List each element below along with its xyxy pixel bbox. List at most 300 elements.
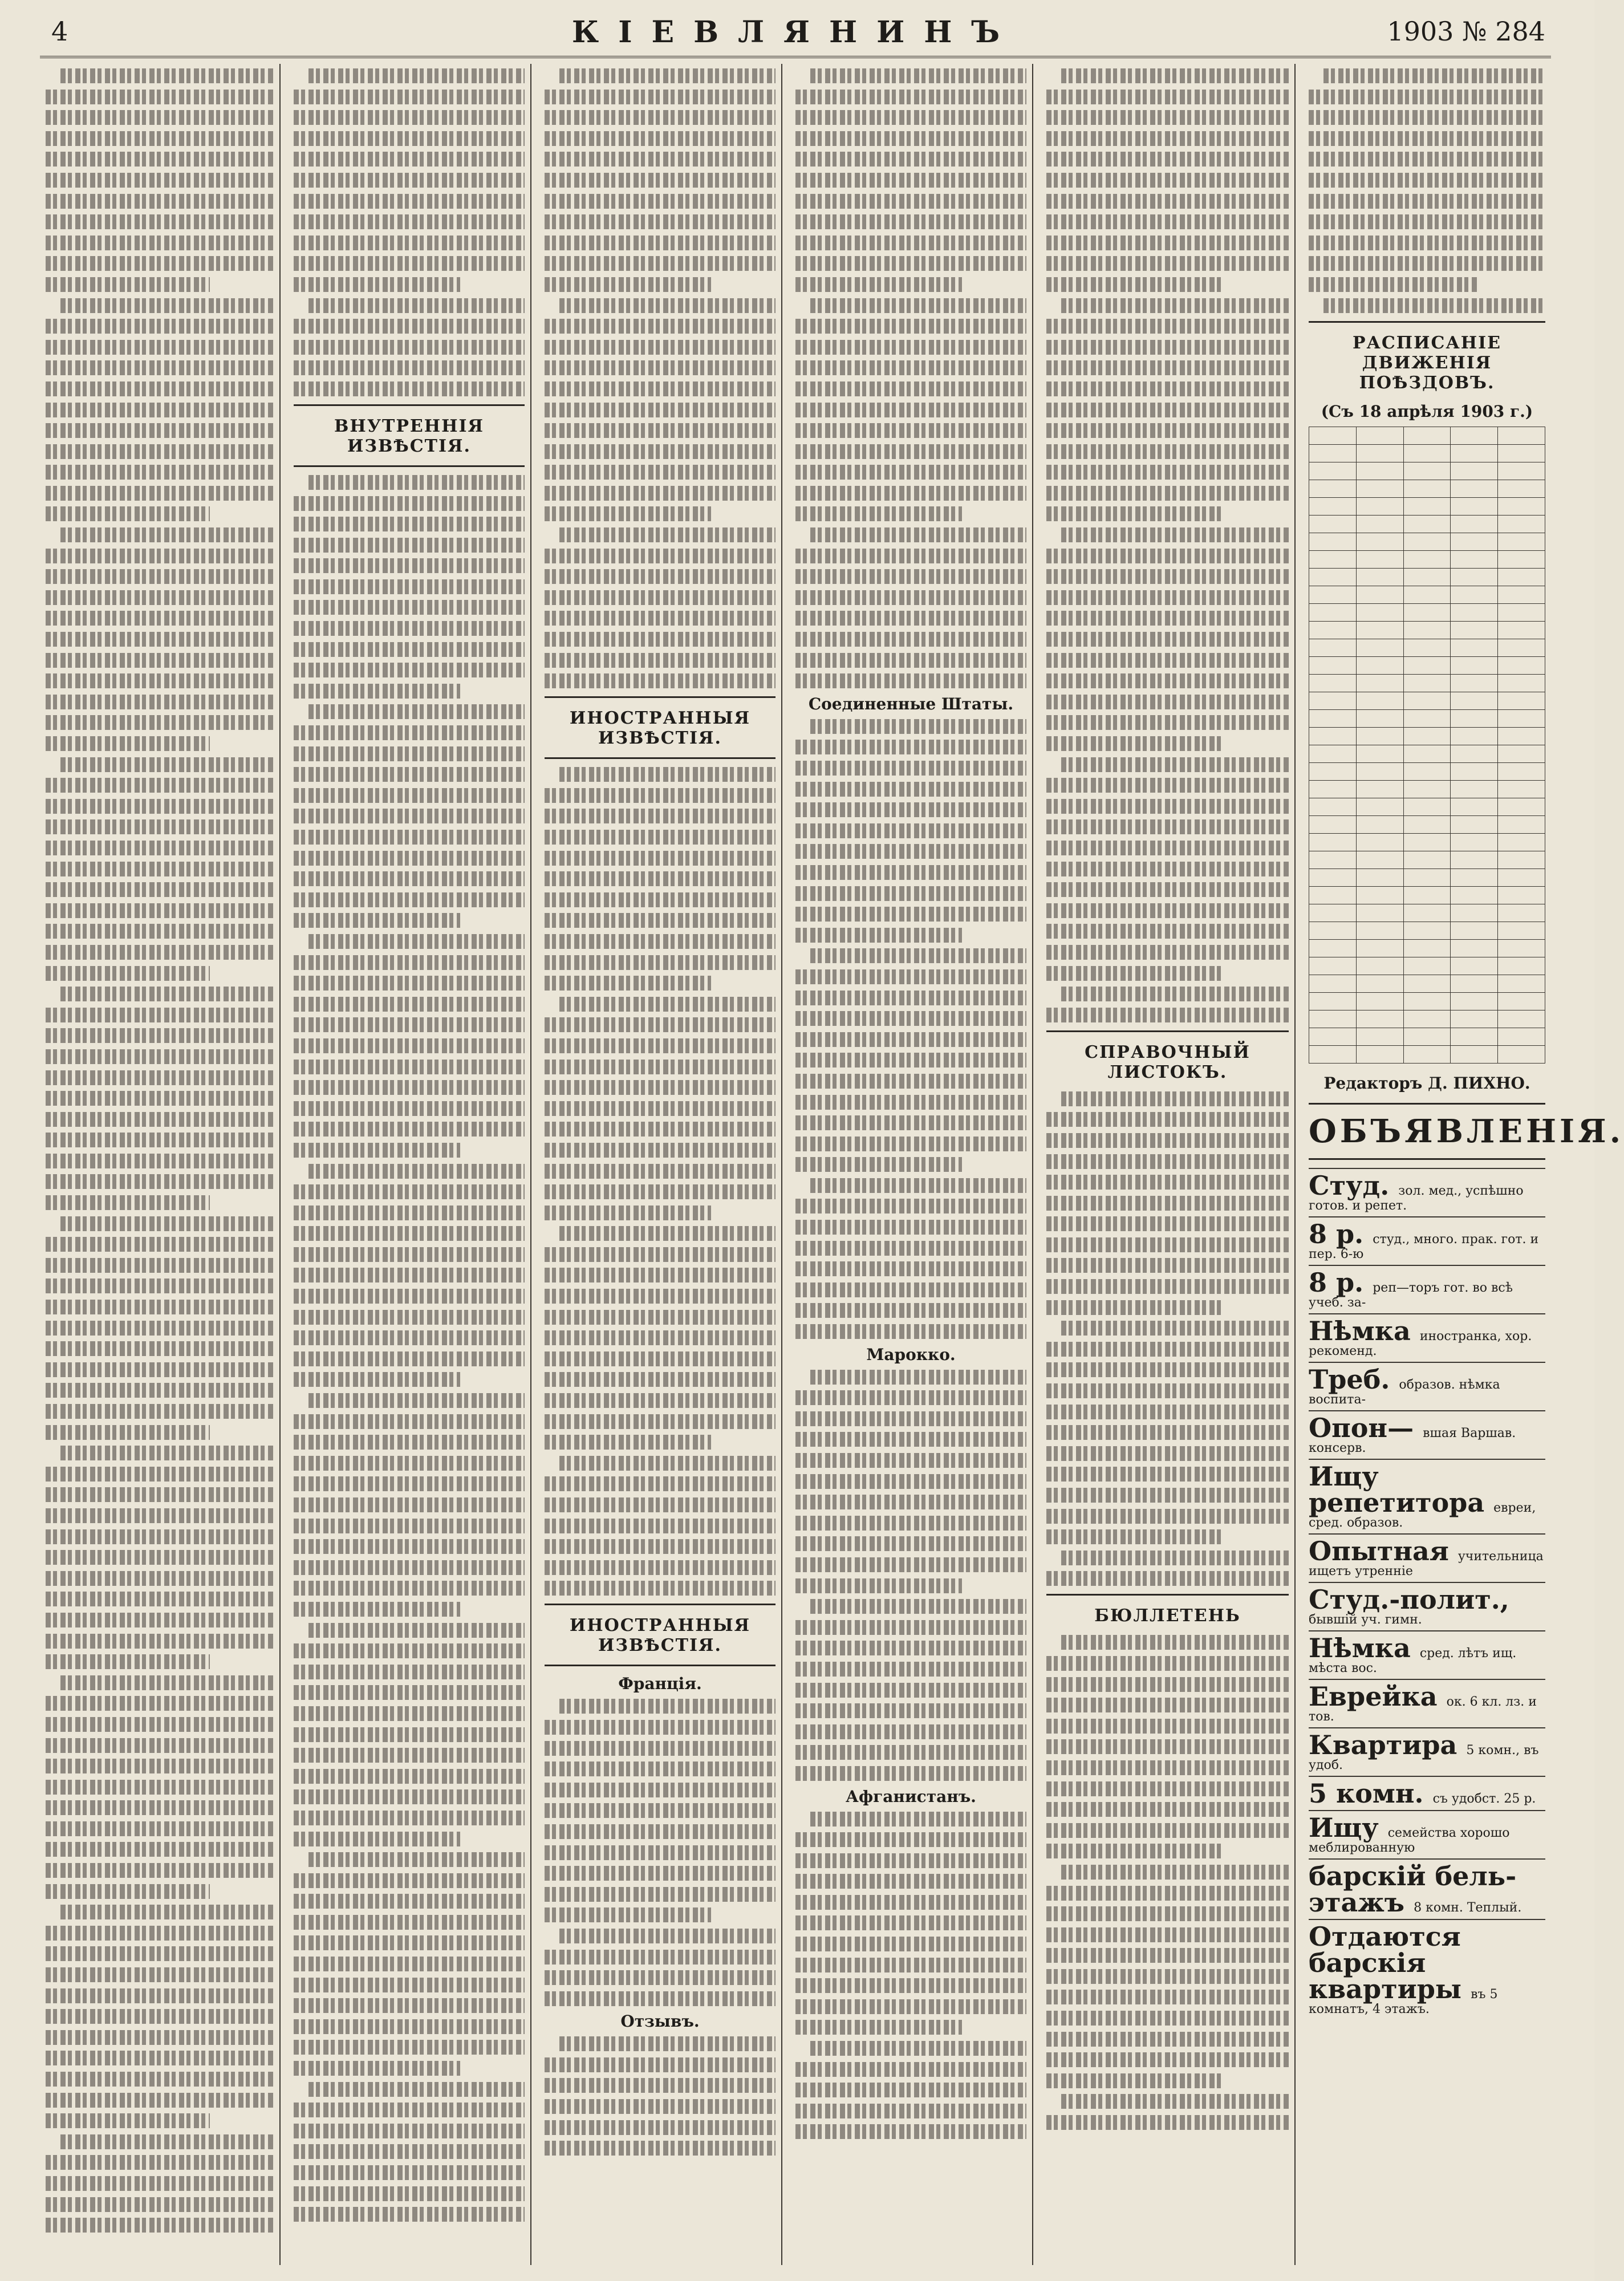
text-line bbox=[294, 1247, 525, 1262]
text-line bbox=[294, 1122, 525, 1137]
text-line bbox=[1046, 110, 1289, 125]
text-line bbox=[294, 1832, 460, 1846]
column-5 bbox=[1041, 64, 1296, 2265]
text-line bbox=[795, 673, 1026, 688]
text-line bbox=[545, 1435, 711, 1450]
text-line bbox=[60, 987, 274, 1001]
text-line bbox=[559, 1699, 776, 1714]
text-line bbox=[308, 298, 525, 313]
text-line bbox=[795, 110, 1026, 125]
divider bbox=[1046, 1030, 1289, 1032]
text-line bbox=[46, 1425, 210, 1440]
text-line bbox=[795, 236, 1026, 250]
text-line bbox=[545, 590, 776, 605]
schedule-row bbox=[1309, 674, 1545, 692]
schedule-row bbox=[1309, 515, 1545, 533]
ad-text: съ удобст. 25 р. bbox=[1432, 1791, 1536, 1806]
text-line bbox=[46, 214, 274, 229]
text-line bbox=[294, 1080, 525, 1095]
text-line bbox=[795, 506, 962, 521]
divider bbox=[294, 404, 525, 406]
text-line bbox=[1061, 1321, 1289, 1336]
text-line bbox=[795, 1411, 1026, 1426]
text-line bbox=[795, 256, 1026, 271]
text-line bbox=[1309, 236, 1545, 250]
schedule-row bbox=[1309, 745, 1545, 762]
text-line bbox=[545, 1824, 776, 1839]
text-line bbox=[294, 663, 525, 677]
text-line bbox=[545, 1519, 776, 1533]
text-line bbox=[1046, 695, 1289, 709]
section-heading-reference: СПРАВОЧНЫЙ ЛИСТОКЪ. bbox=[1085, 1042, 1251, 1082]
text-line bbox=[1046, 1781, 1289, 1796]
text-line bbox=[1046, 1969, 1289, 1984]
text-line bbox=[294, 2019, 525, 2034]
column-3 bbox=[539, 64, 782, 2265]
text-line bbox=[46, 945, 274, 960]
text-line bbox=[545, 1330, 776, 1345]
text-line bbox=[545, 194, 776, 209]
ad-lead: Опытная bbox=[1309, 1535, 1458, 1566]
text-line bbox=[795, 1915, 1026, 1930]
text-line bbox=[46, 444, 274, 459]
text-line bbox=[1061, 2094, 1289, 2109]
text-line bbox=[559, 1226, 776, 1241]
text-line bbox=[545, 1560, 776, 1575]
text-line bbox=[1046, 1948, 1289, 1963]
text-line bbox=[1309, 256, 1545, 271]
ad-text: 5 комн., въ удоб. bbox=[1309, 1743, 1539, 1772]
text-line bbox=[545, 1143, 776, 1158]
text-line bbox=[46, 1508, 274, 1523]
text-line bbox=[559, 767, 776, 782]
schedule-row bbox=[1309, 639, 1545, 656]
text-line bbox=[294, 319, 525, 334]
text-line bbox=[1046, 2011, 1289, 2026]
ad-item bbox=[1309, 1459, 1545, 1533]
text-line bbox=[545, 90, 776, 104]
text-line bbox=[545, 653, 776, 668]
text-line bbox=[294, 496, 525, 511]
text-line bbox=[810, 1370, 1026, 1385]
text-line bbox=[294, 256, 525, 271]
text-line bbox=[545, 340, 776, 355]
text-line bbox=[294, 1894, 525, 1909]
text-line bbox=[46, 1174, 274, 1189]
text-line bbox=[545, 1122, 776, 1137]
schedule-row bbox=[1309, 939, 1545, 957]
text-line bbox=[294, 600, 525, 615]
text-line bbox=[810, 298, 1026, 313]
divider bbox=[294, 465, 525, 467]
text-line bbox=[46, 1550, 274, 1565]
text-line bbox=[795, 761, 1026, 776]
text-line bbox=[1046, 2073, 1221, 2088]
text-line bbox=[46, 1592, 274, 1606]
text-line bbox=[46, 966, 210, 981]
text-line bbox=[1046, 736, 1221, 751]
text-line bbox=[795, 1745, 1026, 1760]
text-line bbox=[545, 506, 711, 521]
text-line bbox=[795, 1895, 1026, 1910]
schedule-row bbox=[1309, 603, 1545, 621]
text-line bbox=[46, 277, 210, 292]
text-line bbox=[810, 527, 1026, 542]
text-line bbox=[46, 1154, 274, 1168]
ad-item bbox=[1309, 1630, 1545, 1679]
text-line bbox=[46, 131, 274, 146]
text-line bbox=[1046, 1008, 1289, 1022]
text-line bbox=[46, 2093, 274, 2108]
text-line bbox=[795, 1578, 962, 1593]
text-line bbox=[559, 68, 776, 83]
text-line bbox=[46, 2009, 274, 2024]
text-line bbox=[795, 2062, 1026, 2077]
text-line bbox=[1046, 1133, 1289, 1148]
text-line bbox=[294, 2040, 525, 2055]
text-line bbox=[795, 1324, 1026, 1339]
text-line bbox=[46, 2051, 274, 2065]
subheading-france: Франція. bbox=[618, 1674, 702, 1694]
ad-lead: 8 р. bbox=[1309, 1218, 1373, 1249]
text-line bbox=[294, 1226, 525, 1241]
schedule-row bbox=[1309, 656, 1545, 674]
text-line bbox=[46, 1008, 274, 1022]
text-line bbox=[46, 673, 274, 688]
text-line bbox=[1046, 1196, 1289, 1211]
divider bbox=[1309, 321, 1545, 323]
text-line bbox=[46, 590, 274, 605]
text-line bbox=[46, 403, 274, 417]
schedule-row bbox=[1309, 975, 1545, 992]
schedule-row bbox=[1309, 886, 1545, 904]
text-line bbox=[1046, 1258, 1289, 1273]
ad-item bbox=[1309, 1919, 1545, 2020]
text-line bbox=[1046, 1279, 1289, 1294]
text-line bbox=[294, 1435, 525, 1450]
text-line bbox=[545, 1017, 776, 1032]
text-line bbox=[1061, 1091, 1289, 1106]
text-line bbox=[308, 475, 525, 490]
divider bbox=[545, 1604, 776, 1605]
text-line bbox=[294, 851, 525, 866]
text-line bbox=[294, 788, 525, 803]
text-line bbox=[294, 1602, 460, 1617]
text-line bbox=[545, 444, 776, 459]
text-line bbox=[1046, 2032, 1289, 2047]
text-line bbox=[1309, 214, 1545, 229]
text-line bbox=[1046, 2052, 1289, 2067]
text-line bbox=[294, 340, 525, 355]
column-1-text bbox=[40, 64, 279, 2233]
text-line bbox=[46, 882, 274, 897]
text-line bbox=[795, 886, 1026, 901]
ads-list bbox=[1309, 1168, 1545, 2020]
text-line bbox=[46, 236, 274, 250]
text-line bbox=[1309, 194, 1545, 209]
text-line bbox=[545, 1720, 776, 1735]
text-line bbox=[545, 1866, 776, 1881]
text-line bbox=[46, 1237, 274, 1252]
text-line bbox=[1046, 715, 1289, 730]
ad-text: вшая Варшав. консерв. bbox=[1309, 1426, 1516, 1455]
text-line bbox=[545, 569, 776, 584]
text-line bbox=[46, 1112, 274, 1127]
text-line bbox=[795, 90, 1026, 104]
section-heading-foreign-news: ИНОСТРАННЫЯ ИЗВѢСТІЯ. bbox=[569, 708, 751, 749]
text-line bbox=[795, 865, 1026, 880]
text-line bbox=[294, 746, 525, 761]
text-line bbox=[308, 1623, 525, 1638]
text-line bbox=[545, 830, 776, 845]
ad-item bbox=[1309, 1727, 1545, 1776]
text-line bbox=[294, 538, 525, 553]
text-line bbox=[46, 1946, 274, 1961]
ad-lead: 5 комн. bbox=[1309, 1777, 1433, 1809]
text-line bbox=[294, 1643, 525, 1658]
text-line bbox=[1046, 924, 1289, 939]
text-line bbox=[545, 1038, 776, 1053]
text-line bbox=[294, 1873, 525, 1888]
text-line bbox=[1046, 465, 1289, 480]
text-line bbox=[795, 1137, 1026, 1151]
ad-lead: Отдаются барскія квартиры bbox=[1309, 1921, 1471, 2004]
text-line bbox=[795, 991, 1026, 1005]
text-line bbox=[795, 1536, 1026, 1551]
text-line bbox=[46, 569, 274, 584]
text-line bbox=[46, 715, 274, 730]
text-line bbox=[46, 695, 274, 709]
section-heading-internal-news: ВНУТРЕННІЯ ИЗВѢСТІЯ. bbox=[334, 416, 484, 456]
text-line bbox=[795, 152, 1026, 167]
text-line bbox=[1046, 1906, 1289, 1921]
text-line bbox=[1046, 549, 1289, 563]
schedule-row bbox=[1309, 533, 1545, 550]
text-line bbox=[545, 214, 776, 229]
text-line bbox=[810, 1812, 1026, 1827]
text-line bbox=[795, 381, 1026, 396]
text-line bbox=[795, 1557, 1026, 1572]
text-line bbox=[545, 2120, 776, 2135]
text-line bbox=[308, 2082, 525, 2097]
ad-item bbox=[1309, 1679, 1545, 1727]
text-line bbox=[795, 360, 1026, 375]
text-line bbox=[1046, 841, 1289, 855]
newspaper-title: КІЕВЛЯНИНЪ bbox=[571, 15, 1020, 50]
ad-text: студ., много. прак. гот. и пер. 6-ю bbox=[1309, 1232, 1539, 1261]
text-line bbox=[1046, 1237, 1289, 1252]
text-line bbox=[1046, 1154, 1289, 1169]
text-line bbox=[294, 1289, 525, 1304]
text-line bbox=[1061, 68, 1289, 83]
text-line bbox=[1046, 653, 1289, 668]
text-line bbox=[795, 1303, 1026, 1318]
text-line bbox=[46, 862, 274, 876]
text-line bbox=[1046, 1698, 1289, 1712]
text-line bbox=[545, 1803, 776, 1818]
text-line bbox=[294, 110, 525, 125]
text-line bbox=[795, 1662, 1026, 1677]
schedule-row bbox=[1309, 1045, 1545, 1063]
text-line bbox=[294, 1685, 525, 1700]
text-line bbox=[545, 2057, 776, 2072]
ad-item bbox=[1309, 1410, 1545, 1459]
schedule-row bbox=[1309, 586, 1545, 603]
text-line bbox=[1309, 152, 1545, 167]
text-line bbox=[1061, 1551, 1289, 1565]
text-line bbox=[559, 527, 776, 542]
text-line bbox=[795, 1390, 1026, 1405]
text-line bbox=[60, 527, 274, 542]
text-line bbox=[795, 1832, 1026, 1847]
text-line bbox=[1046, 966, 1221, 981]
text-line bbox=[545, 871, 776, 886]
text-line bbox=[795, 928, 962, 943]
text-line bbox=[1309, 131, 1545, 146]
text-line bbox=[46, 1028, 274, 1043]
text-line bbox=[46, 194, 274, 209]
schedule-row bbox=[1309, 762, 1545, 780]
text-line bbox=[545, 1101, 776, 1116]
text-line bbox=[294, 2165, 525, 2180]
text-line bbox=[1046, 1362, 1289, 1377]
text-line bbox=[46, 1967, 274, 1982]
text-line bbox=[294, 173, 525, 188]
text-line bbox=[545, 1950, 776, 1965]
text-line bbox=[545, 809, 776, 823]
text-line bbox=[1046, 1760, 1289, 1775]
text-line bbox=[1061, 298, 1289, 313]
text-line bbox=[1046, 486, 1289, 501]
text-line bbox=[795, 444, 1026, 459]
divider bbox=[1309, 1158, 1545, 1160]
text-line bbox=[294, 1665, 525, 1679]
ad-text: бывшій уч. гимн. bbox=[1309, 1612, 1422, 1627]
ad-item bbox=[1309, 1776, 1545, 1810]
text-line bbox=[294, 1560, 525, 1575]
text-line bbox=[308, 934, 525, 949]
text-line bbox=[795, 844, 1026, 859]
text-line bbox=[810, 68, 1026, 83]
text-line bbox=[294, 1789, 525, 1804]
text-line bbox=[294, 830, 525, 845]
text-line bbox=[559, 298, 776, 313]
text-line bbox=[545, 1907, 711, 1922]
text-line bbox=[545, 913, 776, 928]
text-line bbox=[46, 2197, 274, 2212]
text-line bbox=[545, 486, 776, 501]
text-line bbox=[60, 1216, 274, 1231]
text-line bbox=[294, 2103, 525, 2117]
text-line bbox=[545, 976, 711, 991]
text-line bbox=[294, 1915, 525, 1930]
text-line bbox=[294, 1769, 525, 1784]
text-line bbox=[46, 736, 210, 751]
text-line bbox=[46, 549, 274, 563]
text-line bbox=[1046, 1529, 1221, 1544]
text-line bbox=[795, 423, 1026, 438]
page-number: 4 bbox=[51, 16, 68, 47]
text-line bbox=[795, 1011, 1026, 1026]
text-line bbox=[795, 1074, 1026, 1089]
text-line bbox=[294, 131, 525, 146]
text-line bbox=[46, 1091, 274, 1106]
schedule-row bbox=[1309, 621, 1545, 639]
text-line bbox=[1046, 1405, 1289, 1419]
text-line bbox=[545, 673, 776, 688]
text-line bbox=[294, 1811, 525, 1825]
text-line bbox=[795, 632, 1026, 647]
text-line bbox=[545, 632, 776, 647]
text-line bbox=[294, 152, 525, 167]
text-line bbox=[46, 381, 274, 396]
text-line bbox=[46, 360, 274, 375]
schedule-row bbox=[1309, 709, 1545, 727]
column-3-text bbox=[539, 64, 781, 2156]
text-line bbox=[1046, 1927, 1289, 1942]
text-line bbox=[795, 611, 1026, 626]
editor-line: Редакторъ Д. ПИХНО. bbox=[1323, 1073, 1530, 1093]
text-line bbox=[1046, 903, 1289, 918]
text-line bbox=[46, 2113, 210, 2128]
train-schedule-heading: РАСПИСАНІЕ ДВИЖЕНІЯ ПОѢЗДОВЪ. bbox=[1352, 332, 1502, 393]
text-line bbox=[294, 1310, 525, 1325]
column-2 bbox=[288, 64, 531, 2265]
text-line bbox=[294, 360, 525, 375]
text-line bbox=[294, 381, 525, 396]
text-line bbox=[46, 1988, 274, 2003]
text-line bbox=[545, 423, 776, 438]
text-line bbox=[294, 1017, 525, 1032]
text-line bbox=[294, 236, 525, 250]
text-line bbox=[1046, 2115, 1289, 2130]
text-line bbox=[294, 1060, 525, 1074]
issue-number: 1903 № 284 bbox=[1387, 16, 1545, 47]
text-line bbox=[795, 549, 1026, 563]
text-line bbox=[795, 1474, 1026, 1489]
text-line bbox=[294, 1414, 525, 1429]
text-line bbox=[545, 934, 776, 949]
text-line bbox=[545, 788, 776, 803]
text-line bbox=[308, 704, 525, 719]
section-heading-foreign-news-2: ИНОСТРАННЫЯ ИЗВѢСТІЯ. bbox=[569, 1616, 751, 1656]
text-line bbox=[294, 1497, 525, 1512]
text-line bbox=[46, 1717, 274, 1732]
text-line bbox=[545, 173, 776, 188]
text-line bbox=[1309, 90, 1545, 104]
text-line bbox=[46, 1571, 274, 1586]
text-line bbox=[294, 1351, 525, 1366]
text-line bbox=[795, 1095, 1026, 1110]
ad-lead: Студ. bbox=[1309, 1170, 1399, 1201]
text-line bbox=[1046, 945, 1289, 960]
text-line bbox=[46, 1738, 274, 1753]
text-line bbox=[795, 1999, 1026, 2014]
text-line bbox=[46, 1863, 274, 1878]
text-line bbox=[795, 194, 1026, 209]
text-line bbox=[545, 1247, 776, 1262]
column-1 bbox=[40, 64, 281, 2265]
text-line bbox=[46, 1529, 274, 1544]
text-line bbox=[545, 1080, 776, 1095]
text-line bbox=[795, 1199, 1026, 1213]
text-line bbox=[46, 110, 274, 125]
text-line bbox=[545, 892, 776, 907]
text-line bbox=[795, 653, 1026, 668]
text-line bbox=[1046, 1802, 1289, 1817]
text-line bbox=[1046, 194, 1289, 209]
text-line bbox=[545, 2078, 776, 2093]
